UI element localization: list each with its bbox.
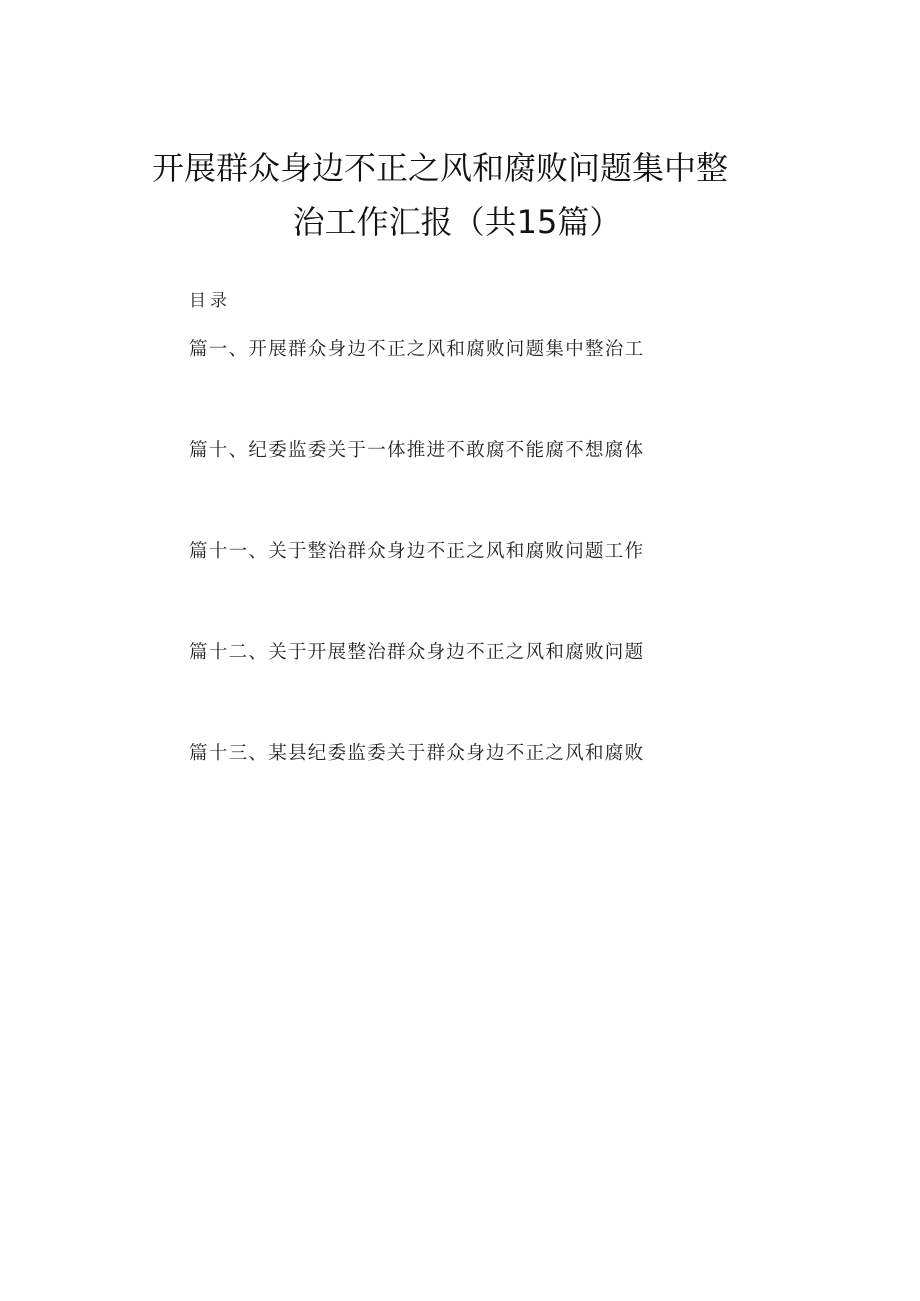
toc-item-10: 篇十、纪委监委关于一体推进不敢腐不能腐不想腐体	[189, 440, 645, 461]
table-of-contents	[189, 338, 709, 843]
toc-item-1: 篇一、开展群众身边不正之风和腐败问题集中整治工	[189, 339, 645, 360]
toc-heading: 目录	[189, 291, 231, 311]
document-title-line-2: 治工作汇报（共15篇）	[292, 203, 622, 241]
toc-item-12: 篇十二、关于开展整治群众身边不正之风和腐败问题	[189, 642, 645, 663]
toc-item-13: 篇十三、某县纪委监委关于群众身边不正之风和腐败	[189, 743, 645, 764]
toc-item-11: 篇十一、关于整治群众身边不正之风和腐败问题工作	[189, 541, 645, 562]
document-title-line-1: 开展群众身边不正之风和腐败问题集中整	[151, 149, 728, 187]
